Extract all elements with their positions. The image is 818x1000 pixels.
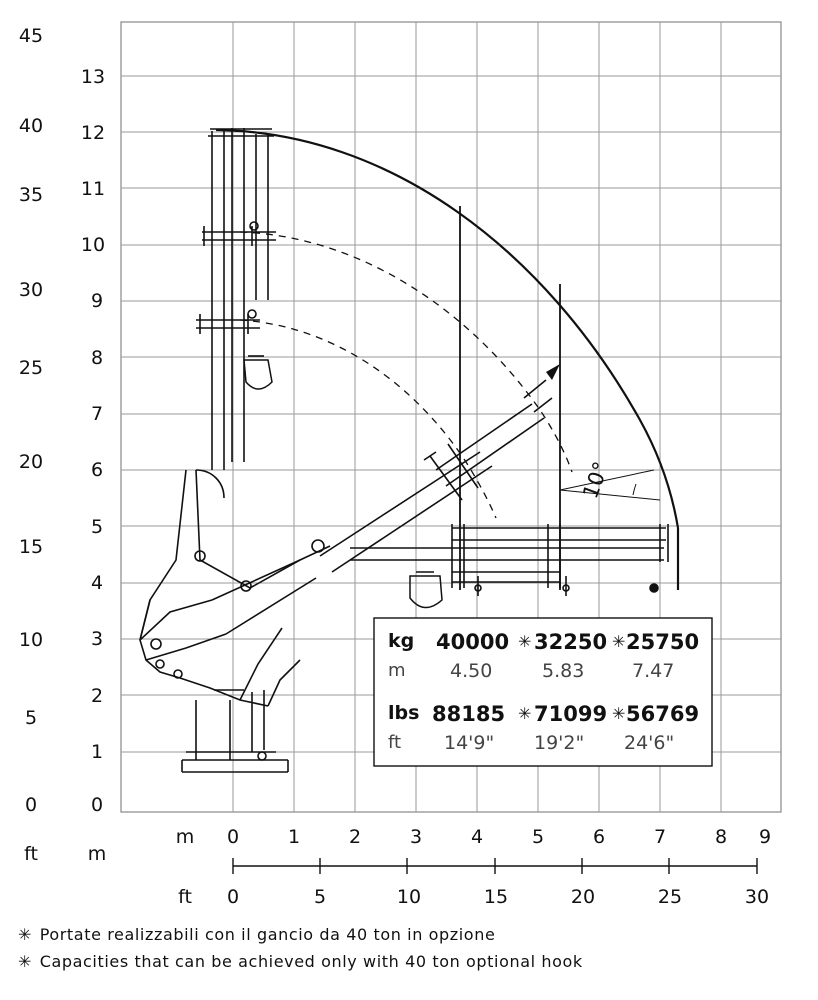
footnote-en [18, 952, 808, 971]
capacity-kg-star-2: ✳ [612, 632, 626, 651]
svg-text:25: 25 [18, 357, 44, 379]
capacity-ft-value-3: 24'6" [624, 732, 675, 754]
capacity-m-value-2: 5.83 [542, 660, 585, 682]
svg-text:7: 7 [653, 826, 667, 848]
svg-text:1: 1 [287, 826, 301, 848]
capacity-lbs-value-3: 56769 [626, 702, 700, 726]
svg-text:2: 2 [348, 826, 362, 848]
svg-text:ft: ft [24, 843, 38, 865]
svg-text:5: 5 [313, 886, 327, 908]
svg-text:1: 1 [90, 741, 104, 763]
svg-text:11: 11 [80, 178, 106, 200]
svg-text:10: 10 [80, 234, 106, 256]
svg-text:3: 3 [90, 628, 104, 650]
asterisk-icon: ✳ [18, 925, 33, 944]
axis-unit-captions [24, 843, 106, 865]
svg-text:10°: 10° [578, 458, 614, 502]
svg-text:ft: ft [178, 886, 192, 908]
svg-text:10: 10 [18, 629, 44, 651]
svg-text:5: 5 [90, 516, 104, 538]
svg-text:2: 2 [90, 685, 104, 707]
footnotes [18, 925, 808, 979]
capacity-lbs-star-1: ✳ [518, 704, 532, 723]
svg-text:15: 15 [18, 536, 44, 558]
svg-text:25: 25 [657, 886, 683, 908]
footnote-en-text: Capacities that can be achieved only with 40 ton optional hook [39, 952, 583, 971]
capacity-lbs-value-1: 88185 [432, 702, 506, 726]
capacity-kg-value-2: 32250 [534, 630, 608, 654]
svg-text:7: 7 [90, 403, 104, 425]
svg-text:13: 13 [80, 66, 106, 88]
svg-text:5: 5 [531, 826, 545, 848]
svg-text:12: 12 [80, 122, 106, 144]
svg-text:30: 30 [744, 886, 770, 908]
capacity-table-content [374, 618, 712, 766]
svg-text:8: 8 [90, 347, 104, 369]
svg-text:30: 30 [18, 279, 44, 301]
axis-bottom-ft [178, 886, 769, 908]
svg-text:20: 20 [18, 451, 44, 473]
svg-text:6: 6 [592, 826, 606, 848]
capacity-lbs-star-2: ✳ [612, 704, 626, 723]
svg-text:3: 3 [409, 826, 423, 848]
axis-bottom-ft-scalebar [233, 858, 757, 874]
svg-text:35: 35 [18, 184, 44, 206]
svg-text:0: 0 [226, 826, 240, 848]
svg-text:4: 4 [90, 572, 104, 594]
capacity-m-unit: m [388, 660, 406, 681]
svg-text:4: 4 [470, 826, 484, 848]
svg-text:0: 0 [90, 794, 104, 816]
axis-bottom-m [176, 826, 771, 848]
capacity-m-value-1: 4.50 [450, 660, 493, 682]
svg-text:20: 20 [570, 886, 596, 908]
capacity-lbs-value-2: 71099 [534, 702, 608, 726]
svg-text:40: 40 [18, 115, 44, 137]
svg-text:8: 8 [714, 826, 728, 848]
capacity-ft-value-1: 14'9" [444, 732, 495, 754]
svg-text:6: 6 [90, 459, 104, 481]
svg-text:9: 9 [90, 290, 104, 312]
capacity-kg-value-3: 25750 [626, 630, 700, 654]
capacity-ft-unit: ft [388, 732, 402, 753]
footnote-it [18, 925, 808, 944]
svg-text:10: 10 [396, 886, 422, 908]
capacity-ft-value-2: 19'2" [534, 732, 585, 754]
asterisk-icon: ✳ [18, 952, 33, 971]
svg-text:9: 9 [758, 826, 772, 848]
axis-left-ft [19, 25, 43, 816]
svg-text:0: 0 [226, 886, 240, 908]
capacity-lbs-unit: lbs [388, 702, 420, 724]
capacity-kg-star-1: ✳ [518, 632, 532, 651]
svg-text:15: 15 [483, 886, 509, 908]
axis-left-m [81, 66, 105, 816]
svg-text:45: 45 [18, 25, 44, 47]
capacity-m-value-3: 7.47 [632, 660, 675, 682]
svg-text:5: 5 [24, 707, 38, 729]
svg-text:0: 0 [24, 794, 38, 816]
footnote-it-text: Portate realizzabili con il gancio da 40 ton in opzione [39, 925, 496, 944]
svg-text:m: m [87, 843, 107, 865]
capacity-kg-unit: kg [388, 630, 415, 652]
capacity-kg-value-1: 40000 [436, 630, 510, 654]
svg-text:m: m [175, 826, 195, 848]
